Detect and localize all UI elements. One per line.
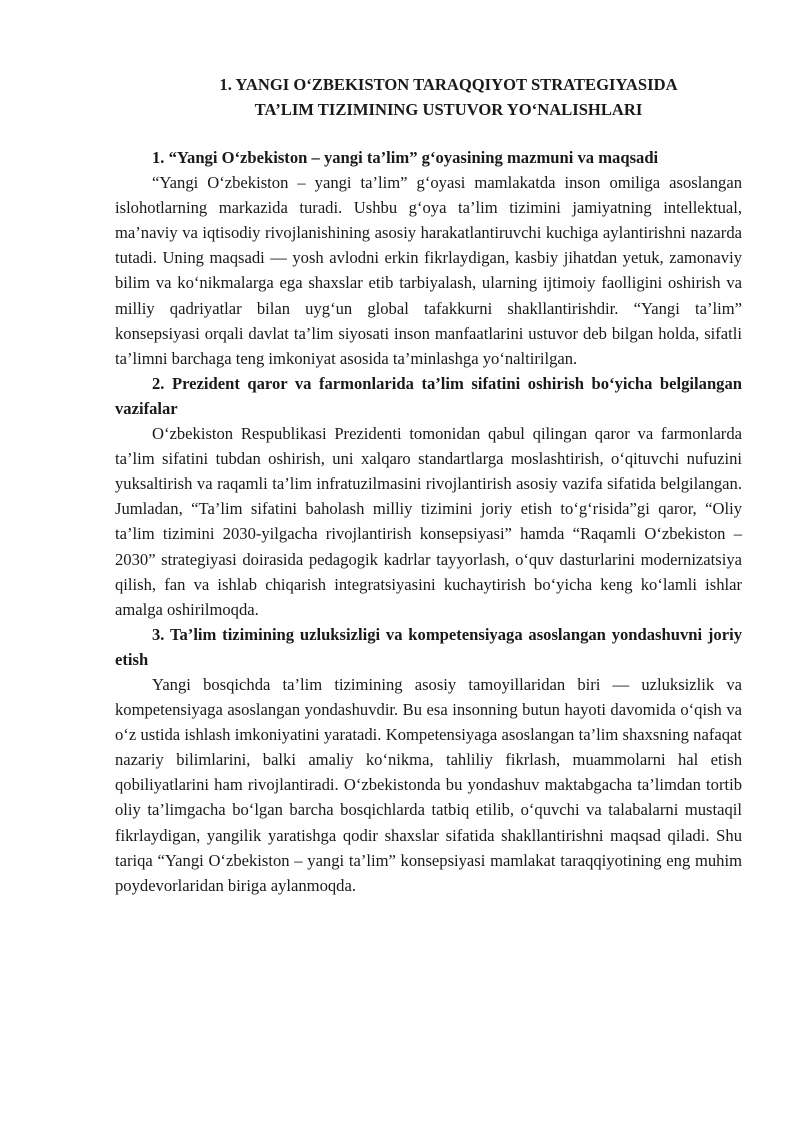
section-1-heading: 1. “Yangi O‘zbekiston – yangi ta’lim” g‘oyasining mazmuni va maqsadi <box>152 148 659 167</box>
document-page <box>115 72 742 898</box>
section-1-paragraph: “Yangi O‘zbekiston – yangi ta’lim” g‘oyasi mamlakatda inson omiliga asoslangan islohotlarning markazida turadi. Ushbu g‘oya ta’lim tizimini jamiyatning intellektual, ma’naviy va iqtisodiy rivojlanishining asosiy harakatlantiruvchi kuchiga aylantirishni nazarda tutadi. Uning maqsadi — yosh avlodni erkin fikrlaydigan, kasbiy jihatdan yetuk, zamonaviy bilim va ko‘nikmalarga ega shaxslar etib tarbiyalash, ularning ijtimoiy faolligini oshirish va milliy qadriyatlar bilan uyg‘un global tafakkurni shakllantirishdir. “Yangi ta’lim” konsepsiyasi orqali davlat ta’lim siyosati inson manfaatlarini ustuvor deb bilgan holda, sifatli ta’limni barchaga teng imkoniyat asosida ta’minlashga yo‘naltirilgan. <box>115 173 742 368</box>
section-3-heading: 3. Ta’lim tizimining uzluksizligi va kompetensiyaga asoslangan yondashuvni joriy etish <box>115 624 742 669</box>
section-3-paragraph: Yangi bosqichda ta’lim tizimining asosiy tamoyillaridan biri — uzluksizlik va kompetensiyaga asoslangan yondashuvdir. Bu esa insonning butun hayoti davomida o‘qish va o‘z ustida ishlash imkoniyatini yaratadi. Kompetensiyaga asoslangan ta’lim shaxsning nafaqat nazariy bilimlarini, balki amaliy ko‘nikma, tahliliy fikrlash, muammolarni hal etish qobiliyatlarini ham rivojlantiradi. O‘zbekistonda bu yondashuv maktabgacha ta’limdan tortib oliy ta’limgacha bo‘lgan barcha bosqichlarda tatbiq etilib, o‘quvchi va talabalarni mustaqil fikrlaydigan, yangilik yaratishga qodir shaxslar sifatida shakllantirishni maqsad qiladi. Shu tariqa “Yangi O‘zbekiston – yangi ta’lim” konsepsiyasi mamlakat taraqqiyotining eng muhim poydevorlaridan biriga aylanmoqda. <box>115 674 742 895</box>
section-2-paragraph: O‘zbekiston Respublikasi Prezidenti tomonidan qabul qilingan qaror va farmonlarda ta’lim sifatini tubdan oshirish, uni xalqaro standartlarga moslashtirish, o‘qituvchi nufuzini yuksaltirish va raqamli ta’lim infratuzilmasini rivojlantirish asosiy vazifa sifatida belgilangan. Jumladan, “Ta’lim sifatini baholash milliy tizimini joriy etish to‘g‘risida”gi qaror, “Oliy ta’lim tizimini 2030-yilgacha rivojlantirish konsepsiyasi” hamda “Raqamli O‘zbekiston – 2030” strategiyasi doirasida pedagogik kadrlar tayyorlash, o‘quv dasturlarini modernizatsiya qilish, fan va ishlab chiqarish integratsiyasini kuchaytirish bo‘yicha keng ko‘lamli ishlar amalga oshirilmoqda. <box>115 424 742 619</box>
title-line-2: TA’LIM TIZIMINING USTUVOR YO‘NALISHLARI <box>254 100 643 119</box>
title-line-1: 1. YANGI O‘ZBEKISTON TARAQQIYOT STRATEGIYASIDA <box>219 75 678 94</box>
page-title <box>115 72 742 122</box>
section-2-heading: 2. Prezident qaror va farmonlarida ta’lim sifatini oshirish bo‘yicha belgilangan vazifalar <box>115 373 742 418</box>
